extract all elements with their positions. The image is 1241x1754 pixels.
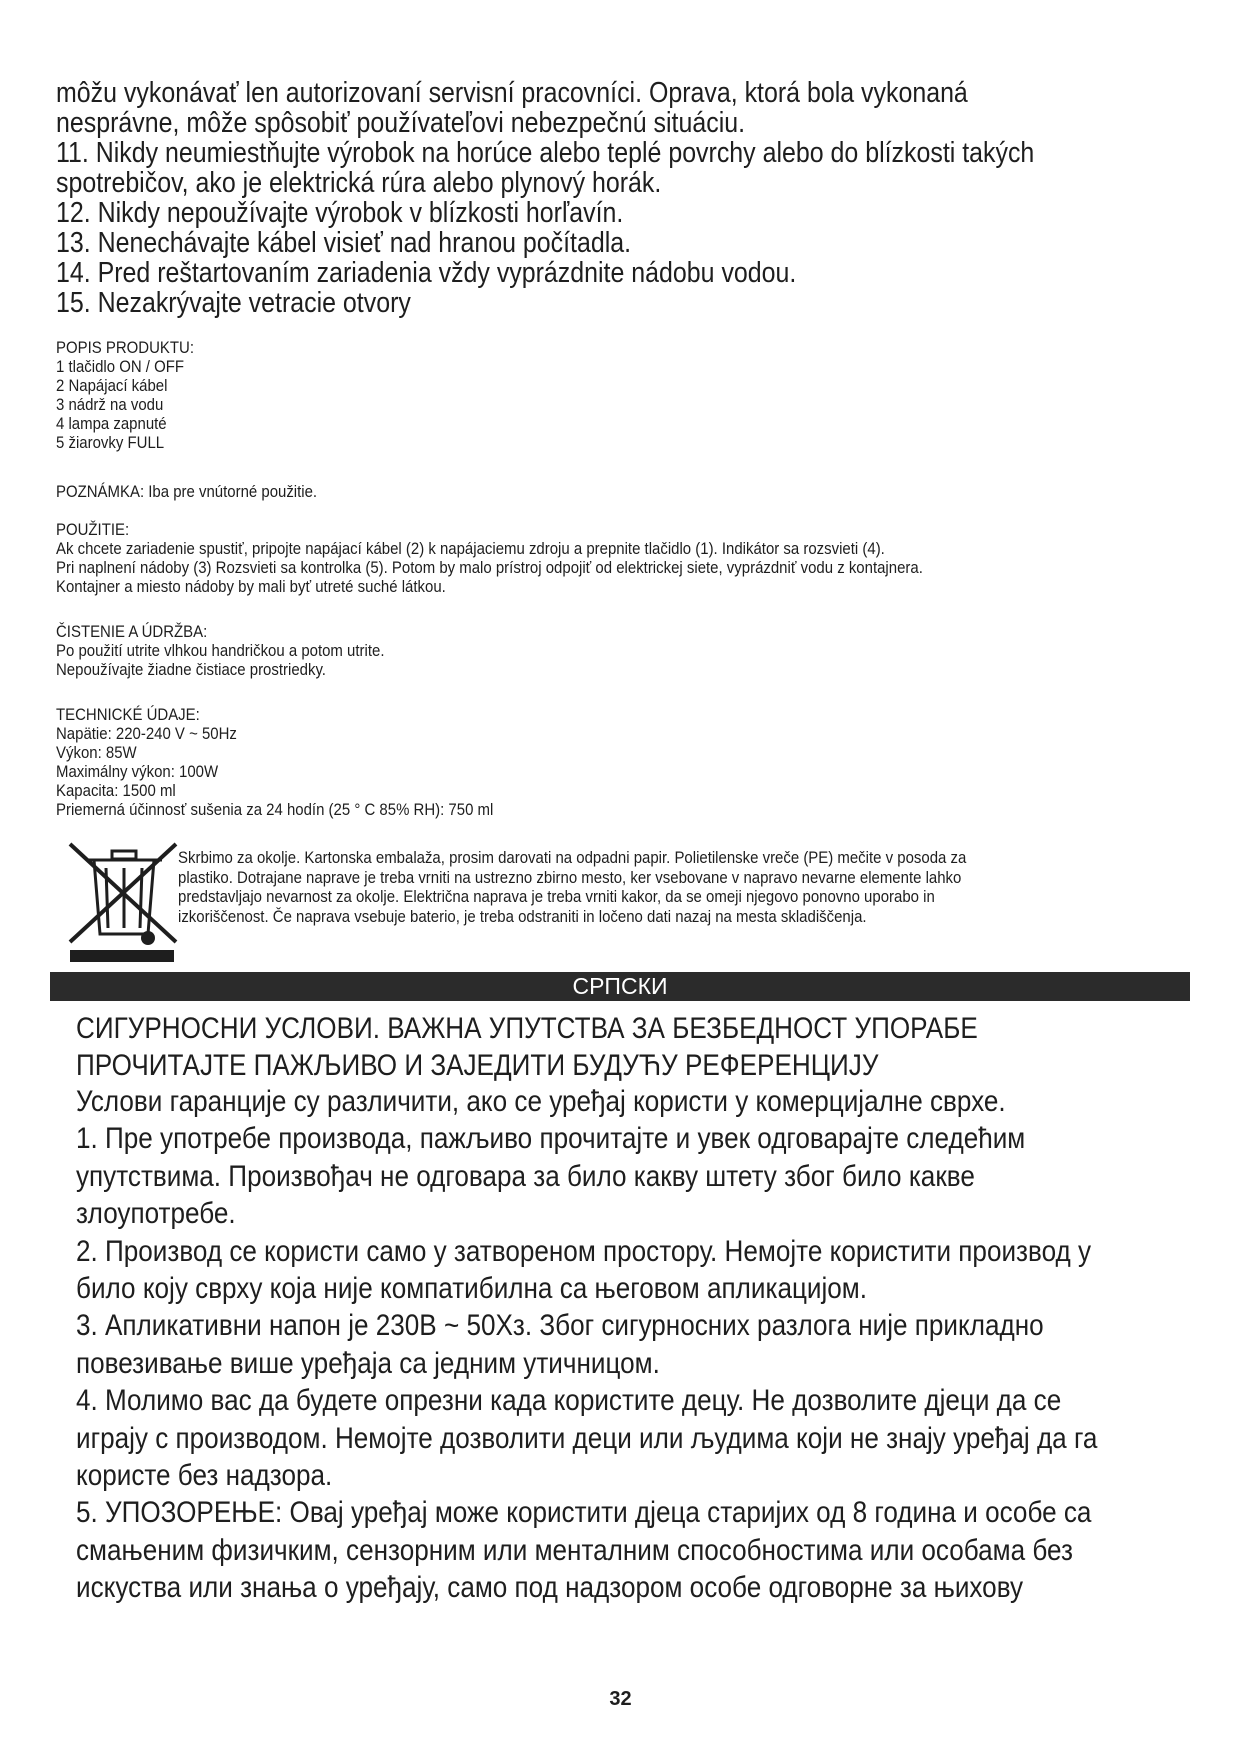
language-banner [50, 972, 1190, 1001]
serbian-line: злоупотребе. [76, 1197, 236, 1231]
list-item: 1 tlačidlo ON / OFF [56, 357, 185, 376]
serbian-line: 2. Производ се користи само у затвореном простору. Немојте користити производ у [76, 1234, 1092, 1268]
list-item: 2 Napájací kábel [56, 376, 168, 395]
recycling-line: izkoriščenost. Če naprava vsebuje baterio, je treba odstraniti in ločeno dati nazaj na mesta skladiščenja. [178, 906, 867, 926]
cleaning-line: Nepoužívajte žiadne čistiace prostriedky. [56, 660, 326, 679]
section-heading: ČISTENIE A ÚDRŽBA: [56, 622, 208, 641]
page-number: 32 [609, 1688, 632, 1710]
cleaning-line: Po použití utrite vlhkou handričkou a potom utrite. [56, 641, 385, 660]
product-description [56, 338, 1200, 452]
usage-line: Kontajner a miesto nádoby by mali byť utreté suché látkou. [56, 577, 446, 596]
intro-line: 12. Nikdy nepoužívajte výrobok v blízkosti horľavín. [56, 197, 624, 229]
serbian-line: играју с производом. Немојте дозволити деци или људима који не знају уређај да га [76, 1421, 1098, 1455]
technical-line: Výkon: 85W [56, 743, 137, 762]
serbian-line: 5. УПОЗОРЕЊЕ: Овај уређај може користити дјеца старијих од 8 година и особе са [76, 1496, 1092, 1530]
intro-line: môžu vykonávať len autorizovaní servisní pracovníci. Oprava, ktorá bola vykonaná [56, 77, 968, 109]
serbian-line: упутствима. Произвођач не одговара за било какву штету због било какве [76, 1159, 975, 1193]
serbian-line: повезивање више уређаја са једним утичницом. [76, 1346, 660, 1380]
serbian-title-line: СИГУРНОСНИ УСЛОВИ. ВАЖНА УПУТСТВА ЗА БЕЗБЕДНОСТ УПОРАБЕ [76, 1012, 978, 1045]
technical-line: Kapacita: 1500 ml [56, 781, 176, 800]
intro-line: 11. Nikdy neumiestňujte výrobok na horúce alebo teplé povrchy alebo do blízkosti takých [56, 137, 1035, 169]
serbian-line: 3. Апликативни напон је 230В ~ 50Хз. Због сигурносних разлога није прикладно [76, 1309, 1044, 1343]
recycling-line: predstavljajo nevarnost za okolje. Električna naprava je treba vrniti kakor, da se omeji njegovo ponovno uporabo in [178, 887, 935, 906]
usage-line: Pri naplnení nádoby (3) Rozsvieti sa kontrolka (5). Potom by malo prístroj odpojiť od elektrickej siete, vyprázdniť vodu z kontajnera. [56, 558, 923, 577]
intro-line: 14. Pred reštartovaním zariadenia vždy vyprázdnite nádobu vodou. [56, 257, 797, 289]
serbian-title [76, 1010, 1207, 1084]
section-heading: POPIS PRODUKTU: [56, 338, 194, 357]
note-text: POZNÁMKA: Iba pre vnútorné použitie. [56, 482, 318, 501]
intro-section [56, 78, 1208, 318]
serbian-body [76, 1083, 1207, 1607]
intro-line: spotrebičov, ako je elektrická rúra alebo plynový horák. [56, 167, 662, 199]
serbian-line: било коју сврху која није компатибилна са његовом апликацијом. [76, 1272, 867, 1306]
intro-line: nesprávne, môže spôsobiť používateľovi nebezpečnú situáciu. [56, 107, 746, 139]
list-item: 5 žiarovky FULL [56, 433, 165, 452]
cleaning-section [56, 622, 1200, 679]
intro-line: 15. Nezakrývajte vetracie otvory [56, 287, 411, 319]
technical-line: Maximálny výkon: 100W [56, 762, 219, 781]
serbian-title-line: ПРОЧИТАЈТЕ ПАЖЉИВО И ЗАЈЕДИТИ БУДУЋУ РЕФЕРЕНЦИЈУ [76, 1049, 879, 1082]
technical-section [56, 705, 1200, 819]
serbian-line: користе без надзора. [76, 1459, 333, 1493]
list-item: 3 nádrž na vodu [56, 395, 164, 414]
recycling-line: plastiko. Dotrajane naprave je treba vrniti na ustrezno zbirno mesto, ker vsebovane v napravo nevarne elemente lahko [178, 867, 962, 887]
serbian-line: смањеним физичким, сензорним или менталним способностима или особама без [76, 1533, 1073, 1567]
language-banner-label: СРПСКИ [572, 973, 668, 999]
section-heading: POUŽITIE: [56, 520, 130, 539]
recycling-line: Skrbimo za okolje. Kartonska embalaža, prosim darovati na odpadni papir. Polietilenske vreče (PE) mečite v posoda za [178, 848, 967, 867]
technical-line: Priemerná účinnosť sušenia za 24 hodín (25 ° C 85% RH): 750 ml [56, 800, 494, 819]
section-heading: TECHNICKÉ ÚDAJE: [56, 705, 200, 724]
note [56, 482, 1200, 501]
serbian-line: 1. Пре употребе производа, пажљиво прочитајте и увек одговарајте следећим [76, 1122, 1026, 1156]
usage-section [56, 520, 1200, 596]
serbian-line: 4. Молимо вас да будете опрезни када користите децу. Не дозволите дјеци да се [76, 1384, 1062, 1418]
serbian-line: искуства или знања о уређају, само под надзором особе одговорне за њихову [76, 1571, 1024, 1605]
intro-line: 13. Nenechávajte kábel visieť nad hranou počítadla. [56, 227, 632, 259]
recycling-text [178, 848, 1241, 926]
list-item: 4 lampa zapnuté [56, 414, 167, 433]
technical-line: Napätie: 220-240 V ~ 50Hz [56, 724, 237, 743]
crossed-out-wheelie-bin-icon [64, 838, 184, 964]
serbian-line: Услови гаранције су различити, ако се уређај користи у комерцијалне сврхе. [76, 1085, 1006, 1118]
usage-line: Ak chcete zariadenie spustiť, pripojte napájací kábel (2) k napájaciemu zdroju a prepnite tlačidlo (1). Indikátor sa rozsvieti (4). [56, 539, 885, 558]
